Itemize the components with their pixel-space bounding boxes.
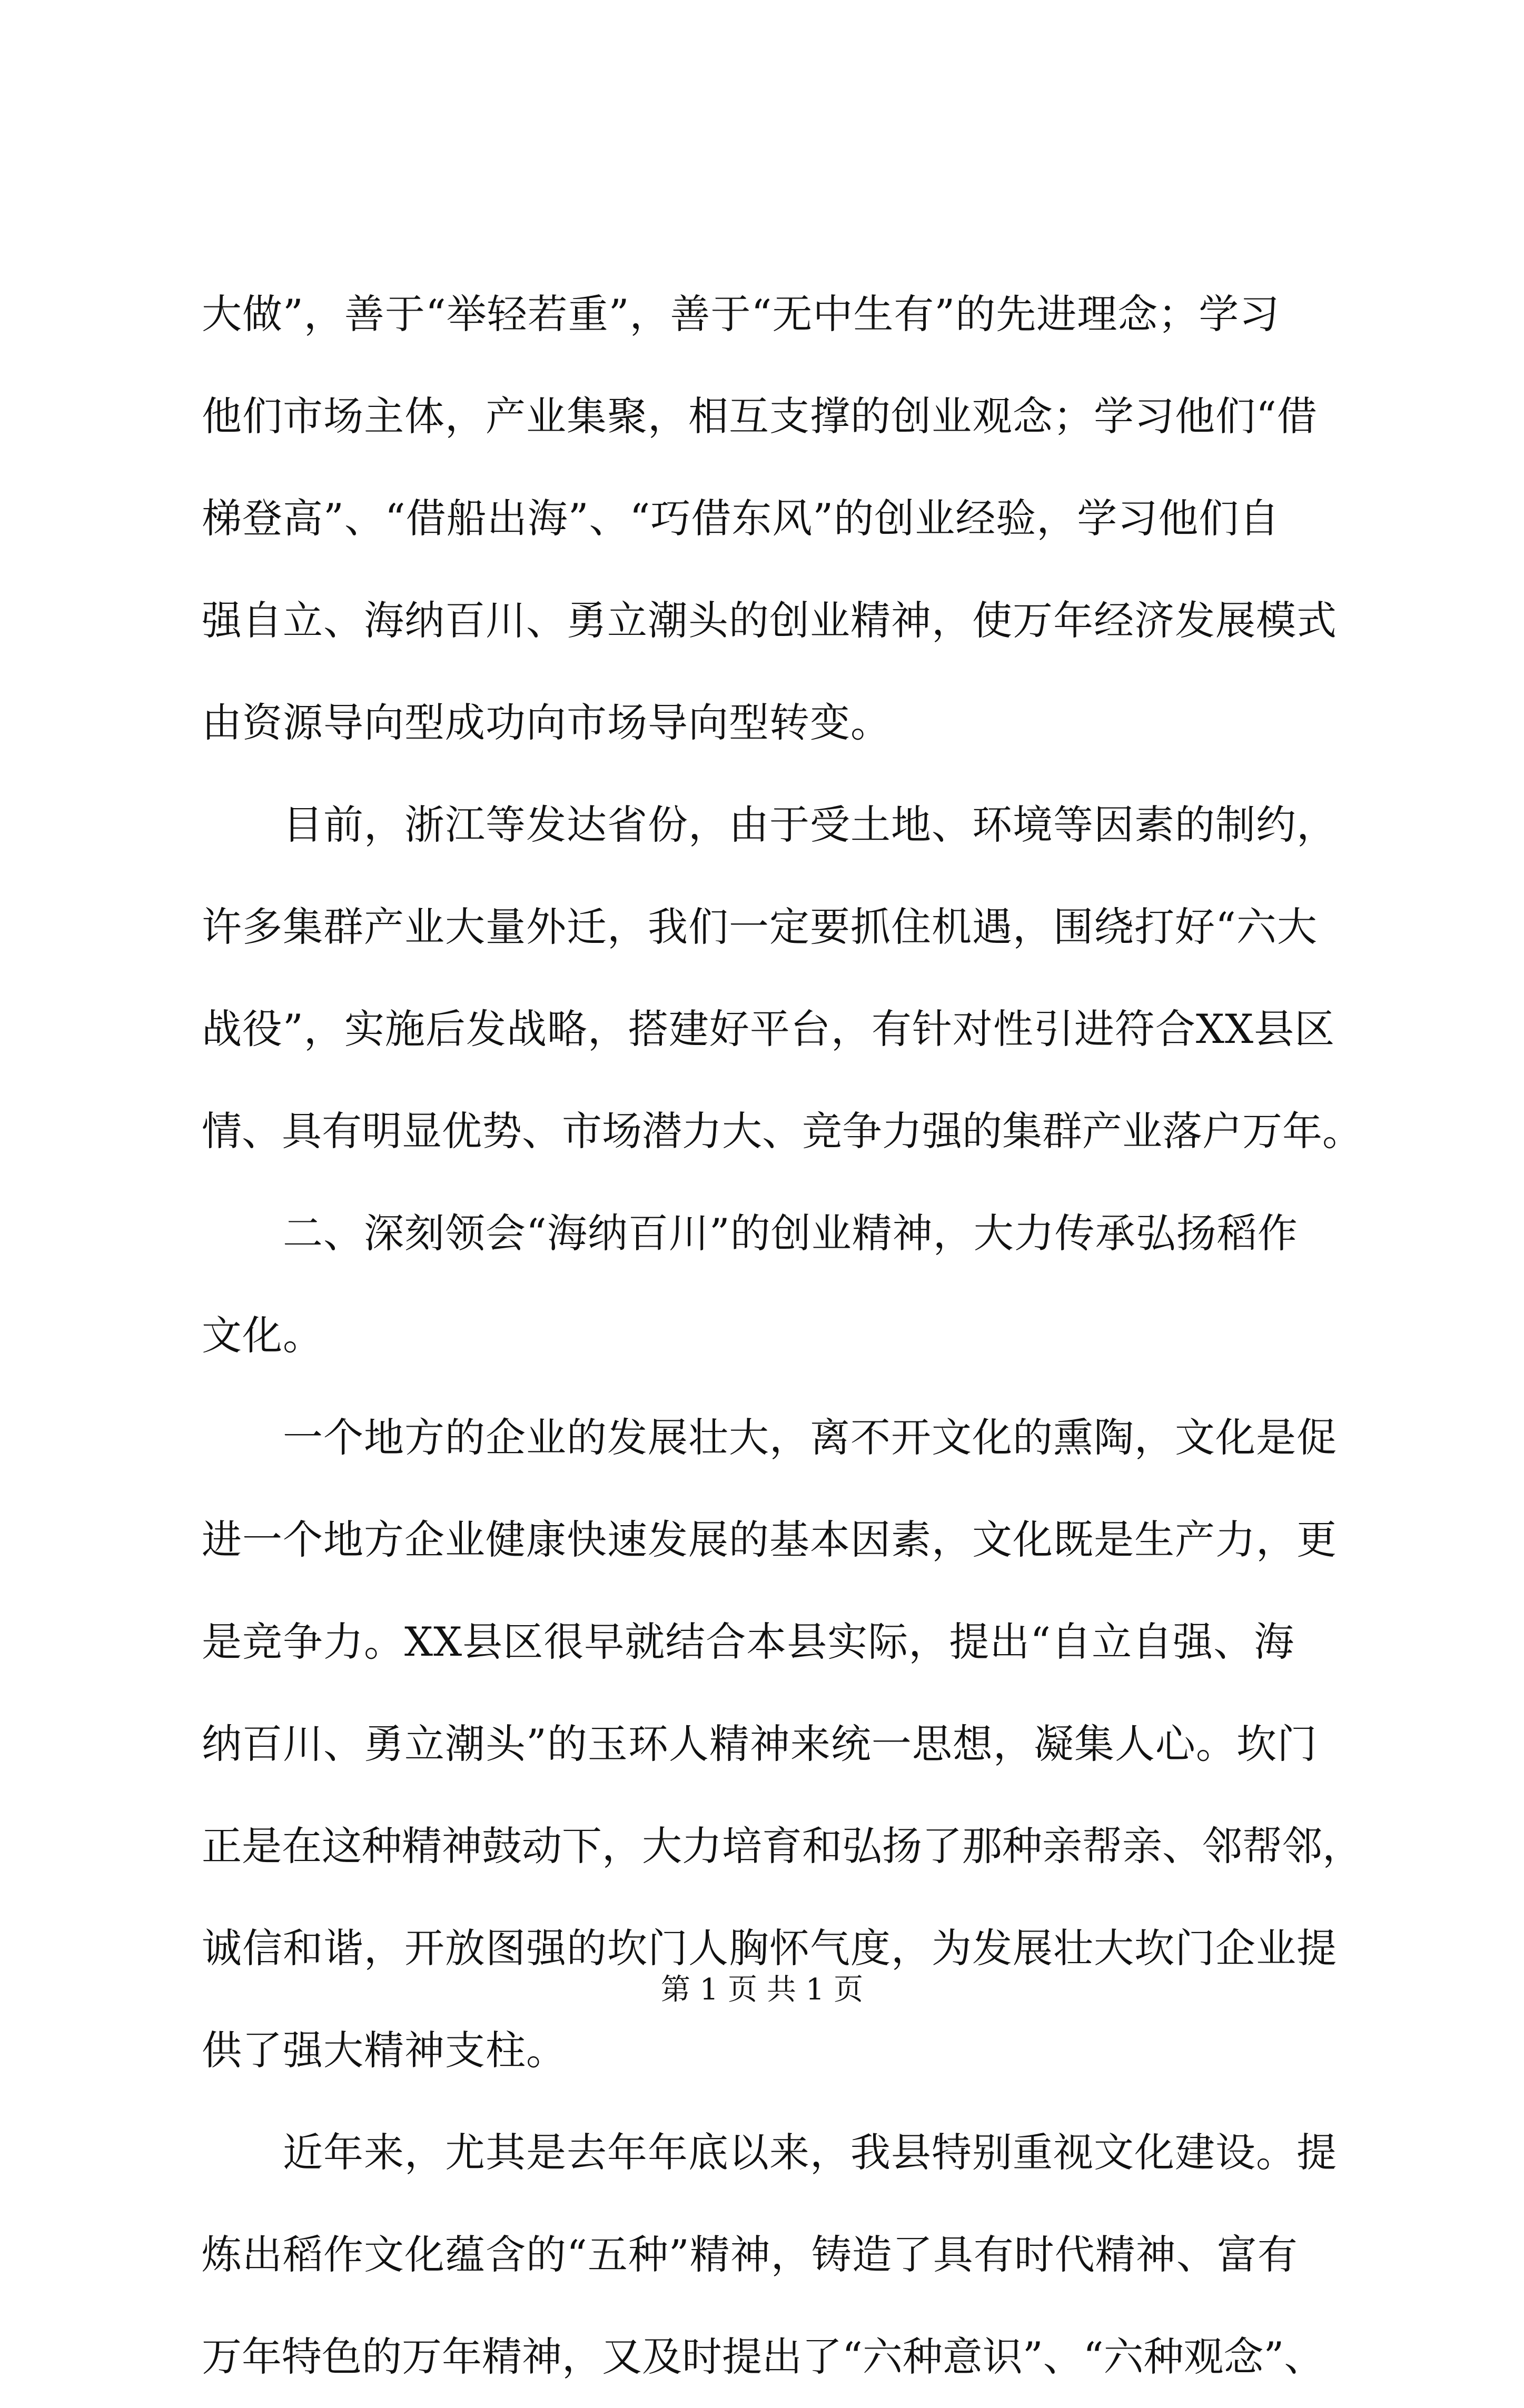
text-line: 正是在这种精神鼓动下，大力培育和弘扬了那种亲帮亲、邻帮邻， xyxy=(202,1823,1362,1869)
text-line: 他们市场主体，产业集聚，相互支撑的创业观念；学习他们“借 xyxy=(202,393,1318,440)
document-body xyxy=(202,263,1362,2408)
text-line: 许多集群产业大量外迁，我们一定要抓住机遇，围绕打好“六大 xyxy=(202,903,1318,950)
text-line: 梯登高”、“借船出海”、“巧借东风”的创业经验，学习他们自 xyxy=(202,495,1280,542)
page-number-footer: 第 1 页 共 1 页 xyxy=(660,1973,864,2007)
paragraph-start-line: 近年来，尤其是去年年底以来，我县特别重视文化建设。提 xyxy=(202,2129,1337,2176)
text-line: 强自立、海纳百川、勇立潮头的创业精神，使万年经济发展模式 xyxy=(202,597,1337,644)
text-line: 进一个地方企业健康快速发展的基本因素，文化既是生产力，更 xyxy=(202,1516,1337,1563)
text-line: 是竞争力。XX县区很早就结合本县实际，提出“自立自强、海 xyxy=(202,1618,1295,1665)
text-line: 诚信和谐，开放图强的坎门人胸怀气度，为发展壮大坎门企业提 xyxy=(202,1925,1337,1972)
paragraph-start-line: 一个地方的企业的发展壮大，离不开文化的熏陶，文化是促 xyxy=(202,1414,1337,1461)
paragraph-start-line: 目前，浙江等发达省份，由于受土地、环境等因素的制约， xyxy=(202,801,1337,848)
text-line: 纳百川、勇立潮头”的玉环人精神来统一思想，凝集人心。坎门 xyxy=(202,1720,1318,1767)
text-line: 炼出稻作文化蕴含的“五种”精神，铸造了具有时代精神、富有 xyxy=(202,2231,1298,2278)
section-heading-line: 二、深刻领会“海纳百川”的创业精神，大力传承弘扬稻作 xyxy=(202,1210,1298,1257)
text-line: 战役”，实施后发战略，搭建好平台，有针对性引进符合XX县区 xyxy=(202,1006,1335,1052)
text-line: 供了强大精神支柱。 xyxy=(202,2027,567,2074)
text-line: 万年特色的万年精神，又及时提出了“六种意识”、“六种观念”、 xyxy=(202,2333,1324,2380)
text-line: 情、具有明显优势、市场潜力大、竞争力强的集群产业落户万年。 xyxy=(202,1108,1362,1155)
section-heading-line: 文化。 xyxy=(202,1312,323,1359)
text-line: 由资源导向型成功向市场导向型转变。 xyxy=(202,699,891,746)
text-line: 大做”，善于“举轻若重”，善于“无中生有”的先进理念；学习 xyxy=(202,291,1280,337)
